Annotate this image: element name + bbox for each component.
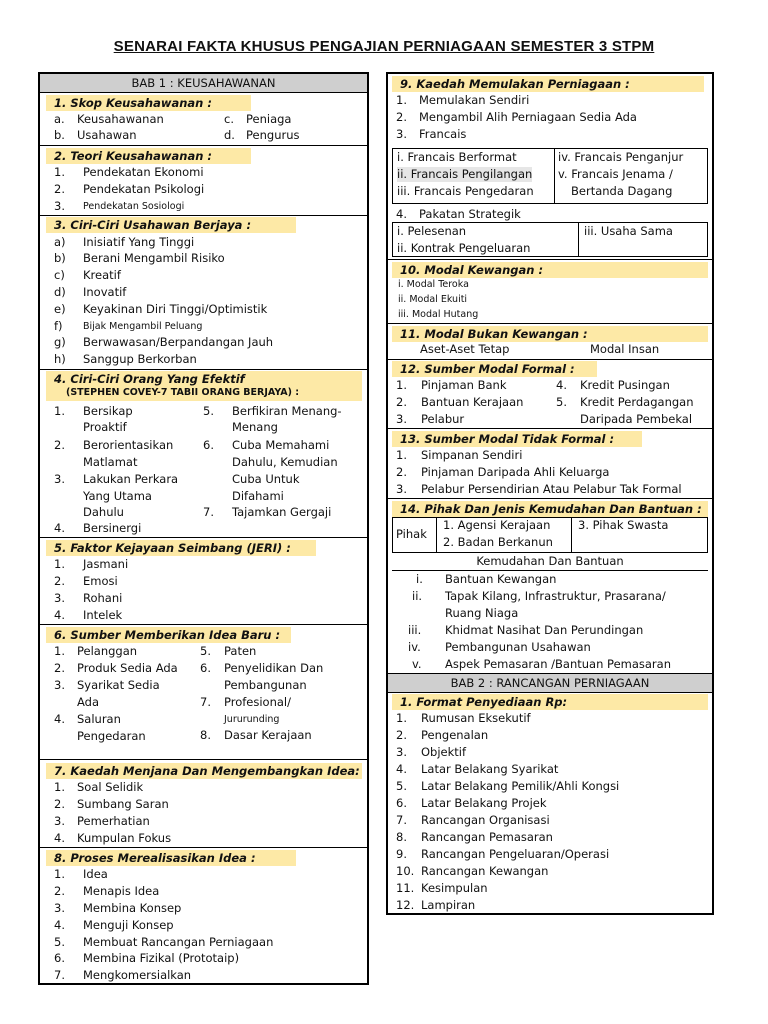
divider bbox=[40, 847, 367, 848]
list-item: Jasmani bbox=[83, 557, 129, 571]
list-item: Kesimpulan bbox=[421, 881, 488, 895]
list-item: Latar Belakang Projek bbox=[421, 796, 547, 810]
list-item: Simpanan Sendiri bbox=[421, 448, 523, 462]
section-13-header: 13. Sumber Modal Tidak Formal : bbox=[392, 431, 642, 447]
list-item: Kumpulan Fokus bbox=[77, 831, 172, 845]
list-item: Keusahawanan bbox=[77, 112, 164, 126]
list-item: Francais bbox=[419, 127, 467, 141]
list-item: Mengambil Alih Perniagaan Sedia Ada bbox=[419, 110, 637, 124]
section-6-header: 6. Sumber Memberikan Idea Baru : bbox=[46, 627, 291, 643]
divider bbox=[40, 215, 367, 216]
list-item: Intelek bbox=[83, 608, 123, 622]
list-item: Idea bbox=[83, 867, 108, 881]
list-item: Rancangan Kewangan bbox=[421, 864, 549, 878]
list-item: Mengkomersialkan bbox=[83, 968, 192, 982]
section-14-header: 14. Pihak Dan Jenis Kemudahan Dan Bantuan : bbox=[392, 501, 708, 517]
list-item: Pendekatan Psikologi bbox=[83, 182, 205, 196]
list-item: Memulakan Sendiri bbox=[419, 93, 530, 107]
section-4-subheader: (STEPHEN COVEY-7 TABII ORANG BERJAYA) : bbox=[66, 387, 300, 398]
divider bbox=[40, 369, 367, 370]
section-10-header: 10. Modal Kewangan : bbox=[392, 262, 708, 278]
list-item: Latar Belakang Pemilik/Ahli Kongsi bbox=[421, 779, 620, 793]
list-item: Pelabur Persendirian Atau Pelabur Tak Formal bbox=[421, 482, 682, 496]
list-item: Bijak Mengambil Peluang bbox=[83, 321, 203, 332]
list-item: Usahawan bbox=[77, 128, 137, 142]
list-item: Khidmat Nasihat Dan Perundingan bbox=[445, 623, 644, 637]
kemudahan-header: Kemudahan Dan Bantuan bbox=[476, 554, 624, 568]
list-item: Rancangan Pengeluaran/Operasi bbox=[421, 847, 610, 861]
list-item: Peniaga bbox=[246, 112, 292, 126]
list-item: Pendekatan Ekonomi bbox=[83, 165, 204, 179]
list-item: Emosi bbox=[83, 574, 118, 588]
section-9-header: 9. Kaedah Memulakan Perniagaan : bbox=[392, 76, 704, 92]
divider bbox=[40, 624, 367, 625]
list-item: Pengenalan bbox=[421, 728, 489, 742]
page-title: SENARAI FAKTA KHUSUS PENGAJIAN PERNIAGAAN SEMESTER 3 STPM bbox=[113, 38, 655, 55]
section-4-header: 4. Ciri-Ciri Orang Yang Efektif bbox=[46, 371, 362, 401]
list-item: Inovatif bbox=[83, 285, 127, 299]
list-item: Lampiran bbox=[421, 898, 476, 912]
list-item: Sumbang Saran bbox=[77, 797, 169, 811]
list-item: Bantuan Kewangan bbox=[445, 572, 557, 586]
list-item: Pemerhatian bbox=[77, 814, 150, 828]
list-item: Tapak Kilang, Infrastruktur, Prasarana/ bbox=[445, 589, 666, 603]
list-item: Sanggup Berkorban bbox=[83, 352, 197, 366]
left-column: BAB 1 : KEUSAHAWANAN 1. Skop Keusahawanan : a. Keusahawanan b. Usahawan c. Peniaga d. Pengurus 2. Teori Keusahawanan : 1. Pendekatan Ekonomi 2. Pendekatan Psikologi 3. Pendekatan Sosiologi 3. Ciri-Ciri Usahawan Berjaya : a) Inisiatif Yang Tinggi b) Berani Mengambil Risiko c) Kreatif d) Inovatif e) Keyakinan Diri Tinggi/Optimistik f) Bijak Mengambil Peluang g) Berwawasan/Berpandangan Jauh h) Sanggup Berkorban 4. Ciri-Ciri Orang Yang Efektif (STEPHEN COVEY-7 TABII ORANG BERJAYA) : 1. Bersikap Proaktif 2. Berorientasikan Matlamat 3. Lakukan Perkara Yang Utama Dahulu 4. Bersinergi 5. Berfikiran Menang- Menang 6. Cuba Memahami Dahulu, Kemudian Cuba Untuk Difahami 7. Tajamkan Gergaji 5. Faktor Kejayaan Seimbang (JERI) : 1. Jasmani 2. Emosi 3. Rohani 4. Intelek 6. Sumber Memberikan Idea Baru : 1. Pelanggan 2. Produk Sedia Ada 3. Syarikat Sedia Ada 4. Saluran Pengedaran 5. Paten 6. Penyelidikan Dan Pembangunan 7. Profesional/ Jururunding 8. Dasar Kerajaan 7. Kaedah Menjana Dan Mengembangkan Idea: 1. Soal Selidik 2. Sumbang Saran 3. Pemerhatian 4. Kumpulan Fokus 8. Proses Merealisasikan Idea : 1. Idea 2. Menapis Idea 3. Membina Konsep 4. Menguji Konsep 5. Membuat Rancangan Perniagaan 6. Membina Fizikal (Prototaip) 7. Mengkomersialkan bbox=[38, 72, 369, 985]
section-2-header: 2. Teori Keusahawanan : bbox=[46, 148, 251, 164]
list-item: Objektif bbox=[421, 745, 467, 759]
list-item: Inisiatif Yang Tinggi bbox=[83, 235, 195, 249]
chapter-2-header: BAB 2 : RANCANGAN PERNIAGAAN bbox=[388, 674, 712, 693]
list-item: Membina Konsep bbox=[83, 901, 182, 915]
list-item: Membuat Rancangan Perniagaan bbox=[83, 935, 274, 949]
list-item: Kreatif bbox=[83, 268, 121, 282]
right-column: 9. Kaedah Memulakan Perniagaan : 1. Memulakan Sendiri 2. Mengambil Alih Perniagaan Sedia Ada 3. Francais i. Francais Berformat ii. Francais Pengilangan iii. Francais Pengedaran iv. Francais Penganjur v. Francais Jenama / Bertanda Dagang 4. Pakatan Strategik i. Pelesenan ii. Kontrak Pengeluaran iii. Usaha Sama 10. Modal Kewangan : i. Modal Teroka ii. Modal Ekuiti iii. Modal Hutang 11. Modal Bukan Kewangan : Aset-Aset Tetap Modal Insan 12. Sumber Modal Formal : 1. Pinjaman Bank 2. Bantuan Kerajaan 3. Pelabur 4. Kredit Pusingan 5. Kredit Perdagangan Daripada Pembekal 13. Sumber Modal Tidak Formal : 1. Simpanan Sendiri 2. Pinjaman Daripada Ahli Keluarga 3. Pelabur Persendirian Atau Pelabur Tak Formal 14. Pihak Dan Jenis Kemudahan Dan Bantuan : Pihak 1. Agensi Kerajaan 2. Badan Berkanun 3. Pihak Swasta Kemudahan Dan Bantuan i. Bantuan Kewangan ii. Tapak Kilang, Infrastruktur, Prasarana/ Ruang Niaga iii. Khidmat Nasihat Dan Perundingan iv. Pembangunan Usahawan v. Aspek Pemasaran /Bantuan Pemasaran BAB 2 : RANCANGAN PERNIAGAAN 1. Format Penyediaan Rp: 1. Rumusan Eksekutif 2. Pengenalan 3. Objektif 4. Latar Belakang Syarikat 5. Latar Belakang Pemilik/Ahli Kongsi 6. Latar Belakang Projek 7. Rancangan Organisasi 8. Rancangan Pemasaran 9. Rancangan Pengeluaran/Operasi 10. Rancangan Kewangan 11. Kesimpulan 12. Lampiran bbox=[386, 72, 714, 915]
list-item: Pinjaman Daripada Ahli Keluarga bbox=[421, 465, 610, 479]
divider bbox=[388, 323, 712, 324]
list-item: Pendekatan Sosiologi bbox=[83, 201, 185, 212]
divider bbox=[40, 145, 367, 146]
divider bbox=[388, 359, 712, 360]
list-item: Rancangan Pemasaran bbox=[421, 830, 553, 844]
section-7-header: 7. Kaedah Menjana Dan Mengembangkan Idea: bbox=[46, 763, 362, 779]
list-item: Berwawasan/Berpandangan Jauh bbox=[83, 335, 274, 349]
section-8-header: 8. Proses Merealisasikan Idea : bbox=[46, 850, 296, 866]
section-3-header: 3. Ciri-Ciri Usahawan Berjaya : bbox=[46, 217, 296, 233]
list-item: Membina Fizikal (Prototaip) bbox=[83, 951, 240, 965]
section-11-header: 11. Modal Bukan Kewangan : bbox=[392, 326, 708, 342]
list-item: Soal Selidik bbox=[77, 780, 144, 794]
list-item: Menguji Konsep bbox=[83, 918, 174, 932]
list-item: Menapis Idea bbox=[83, 884, 160, 898]
divider bbox=[388, 428, 712, 429]
list-item: Aspek Pemasaran /Bantuan Pemasaran bbox=[445, 657, 671, 671]
list-item: Ruang Niaga bbox=[445, 606, 519, 620]
section-12-header: 12. Sumber Modal Formal : bbox=[392, 361, 597, 377]
bab2-section-1-header: 1. Format Penyediaan Rp: bbox=[392, 694, 708, 710]
divider bbox=[388, 498, 712, 499]
chapter-1-header: BAB 1 : KEUSAHAWANAN bbox=[40, 74, 367, 93]
section-5-header: 5. Faktor Kejayaan Seimbang (JERI) : bbox=[46, 540, 316, 556]
divider bbox=[40, 759, 367, 760]
list-item: Pengurus bbox=[246, 128, 300, 142]
divider bbox=[40, 537, 367, 538]
list-item: Rancangan Organisasi bbox=[421, 813, 550, 827]
list-item: Pembangunan Usahawan bbox=[445, 640, 591, 654]
divider bbox=[388, 259, 712, 260]
list-item: Keyakinan Diri Tinggi/Optimistik bbox=[83, 302, 268, 316]
list-item: Rohani bbox=[83, 591, 123, 605]
list-item: Rumusan Eksekutif bbox=[421, 711, 531, 725]
section-1-header: 1. Skop Keusahawanan : bbox=[46, 95, 251, 111]
list-item: Berani Mengambil Risiko bbox=[83, 251, 225, 265]
list-item: Latar Belakang Syarikat bbox=[421, 762, 559, 776]
